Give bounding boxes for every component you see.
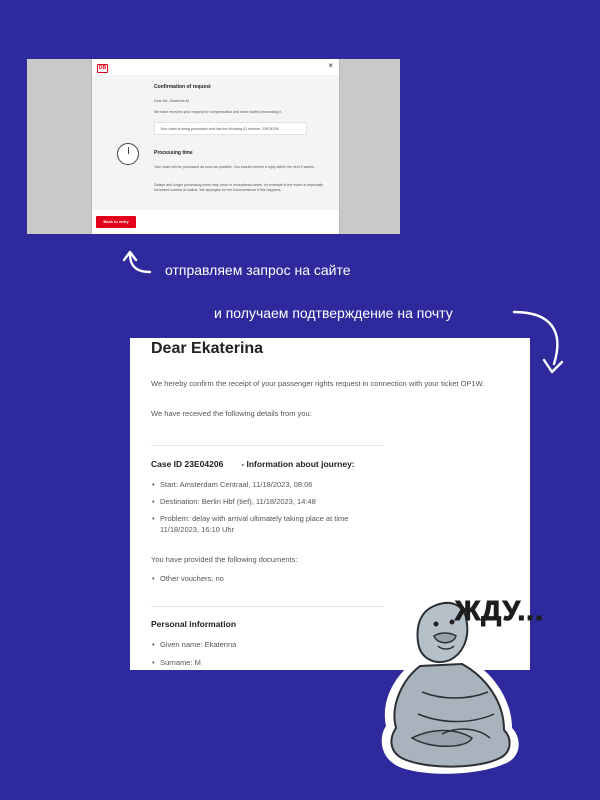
- given-name: • Given name: Ekaterina: [160, 639, 410, 650]
- back-to-entry-button[interactable]: Back to entry: [96, 216, 136, 228]
- processing-text: Your claim will be processed as soon as possible. You should receive a reply within the next 2 weeks.: [154, 165, 315, 169]
- delay-text: Delays and longer processing times may occur in exceptional cases, for example in the event of especially increased volume of claims. We apologise for the inconvenience if this happens.: [154, 183, 323, 192]
- db-logo: DB: [98, 65, 107, 71]
- received-text: We have received your request for compensation and have started processing it.: [154, 110, 283, 114]
- divider: [151, 445, 383, 446]
- journey-destination: • Destination: Berlin Hbf (tief), 11/18/2023, 14:48: [160, 496, 410, 507]
- email-greeting: Dear Ekaterina: [151, 340, 264, 357]
- case-heading: [151, 459, 373, 469]
- surname: • Surname: M: [160, 657, 410, 668]
- processing-title: Processing time: [154, 150, 193, 156]
- confirmation-title: Confirmation of request: [154, 84, 211, 90]
- documents-item: • Other vouchers: no: [160, 573, 410, 584]
- sticker-text: ЖДУ...: [455, 595, 544, 626]
- modal-footer: [92, 210, 339, 234]
- confirmation-modal: [91, 59, 340, 234]
- website-screenshot: [27, 59, 400, 234]
- caption-receive-confirmation: и получаем подтверждение на почту: [214, 305, 453, 321]
- case-id: Case ID 23E04206: [151, 459, 224, 469]
- case-info: - Information about journey:: [241, 459, 355, 469]
- case-number-box: Your claim is being processed and has the following ID number: 23E04206.: [154, 122, 307, 135]
- email-confirm-text: We hereby confirm the receipt of your passenger rights request in connection with your ticket OP1W.: [151, 379, 485, 388]
- salutation: Dear Ms. Ekaterina M.: [154, 99, 190, 103]
- email-received-text: We have received the following details from you:: [151, 409, 312, 418]
- divider: [151, 606, 383, 607]
- caption-send-request: отправляем запрос на сайте: [165, 262, 351, 278]
- personal-title: Personal information: [151, 619, 237, 629]
- journey-start: • Start: Amsterdam Centraal, 11/18/2023, 08:06: [160, 479, 410, 490]
- close-icon[interactable]: ×: [328, 61, 333, 70]
- journey-problem: • Problem: delay with arrival ultimately taking place at time 11/18/2023, 16:10 Uhr: [160, 513, 375, 535]
- clock-icon: [117, 143, 139, 165]
- modal-header: [92, 59, 339, 75]
- documents-text: You have provided the following documents:: [151, 555, 298, 564]
